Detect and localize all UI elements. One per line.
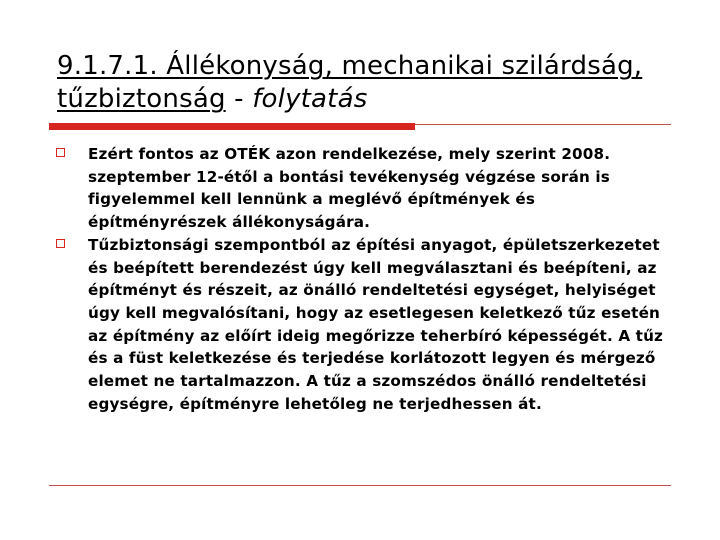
bullet-item-fire-safety	[56, 234, 674, 416]
slide-title	[57, 50, 677, 116]
slide-title-main: 9.1.7.1. Állékonyság, mechanikai szilárdság, tűzbiztonság	[57, 51, 643, 114]
footer-divider-line	[49, 485, 671, 486]
bullet-item-stability	[56, 143, 674, 234]
hollow-square-bullet-icon	[56, 239, 65, 248]
bullet-text: Tűzbiztonsági szempontból az építési anyagot, épületszerkezetet és beépített berendezést úgy kell megválasztani és beépíteni, az építményt és részeit, az önálló rendeltetési egységet, helyiséget úgy kell megvalósítani, hogy az esetlegesen keletkező tűz esetén az építmény az előírt ideig megőrizze teherbíró képességét. A tűz és a füst keletkezése és terjedése korlátozott legyen és mérgező elemet ne tartalmazzon. A tűz a szomszédos önálló rendeltetési egységre, építményre lehetőleg ne terjedhessen át.	[88, 235, 664, 413]
bullet-text: Ezért fontos az OTÉK azon rendelkezése, mely szerint 2008. szeptember 12-étől a bontási tevékenység végzése során is figyelemmel kell lennünk a meglévő építmények és építményrészek állékonyságára.	[88, 145, 611, 232]
title-divider-accent	[49, 123, 415, 130]
bullet-list	[56, 143, 674, 415]
slide-title-separator: -	[225, 84, 253, 114]
slide-title-continued: folytatás	[252, 84, 368, 114]
hollow-square-bullet-icon	[56, 148, 65, 157]
